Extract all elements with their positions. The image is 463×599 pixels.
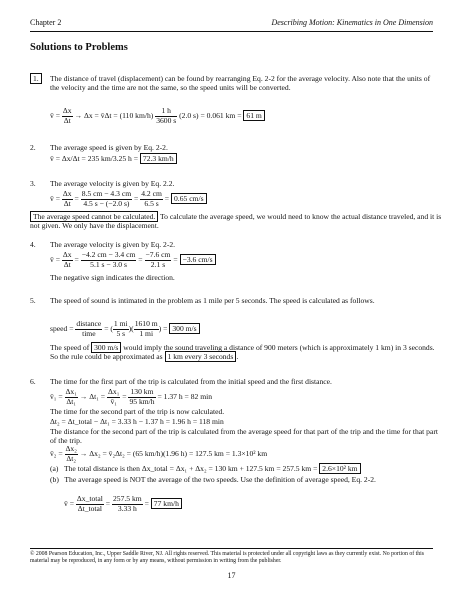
answer-box: −3.6 cm/s xyxy=(180,254,216,265)
problem-text-3: The distance for the second part of the trip is calculated from the average speed for that part of the trip and the time for that part of the trip. xyxy=(50,427,438,446)
equation-3: v̄₂ = $\frac{\text{Δx₂}}{\text{Δt₂}}$ → Δx₂ = v̄₂Δt₂ = (65 km/h)(1.96 h) = 127.5 km = 1.3×10² km xyxy=(50,444,268,463)
book-title: Describing Motion: Kinematics in One Dimension xyxy=(271,18,433,27)
problem-note: The speed of 300 m/s would imply the sound traveling a distance of 900 meters (which is approximately 1 km) in 3 seconds. So the rule could be approximated as 1 km every 3 seconds . xyxy=(50,343,435,362)
answer-box: 72.3 km/h xyxy=(140,153,177,164)
problem-number: 5. xyxy=(30,296,36,305)
equation: v̄ = $\frac{\Delta x}{\Delta t}$ = $\frac{-4.2 cm - 3.4 cm}{5.1 s - 3.0 s}$ = $\frac{-7.6 cm}{2.1 s}$ = −3.6 cm/s xyxy=(50,251,216,269)
part-b: (b) The average speed is NOT the average of the two speeds. Use the definition of average speed, Eq. 2-2. xyxy=(50,475,376,484)
copyright-footer: © 2008 Pearson Education, Inc., Upper Saddle River, NJ. All rights reserved. This material is protected under all copyright laws as they currently exist. No portion of this material may be reproduced, in any form or by any means, without permission in writing from the publisher. xyxy=(30,551,424,564)
equation-2: Δt₂ = Δt_total − Δt₁ = 3.33 h − 1.37 h = 1.96 h = 118 min xyxy=(50,417,224,426)
problem-number: 3. xyxy=(30,179,36,188)
problem-number: 6. xyxy=(30,377,36,386)
equation: v̄ = $\frac{\Delta x}{\Delta t}$ → Δx = v̄Δt = (110 km/h) $\frac{1 h}{3600 s}$ (2.0 s) = 0.061 km = 61 m xyxy=(50,107,265,125)
problem-text: The average velocity is given by Eq. 2-2. xyxy=(50,240,176,249)
problem-number: 1. xyxy=(30,74,40,83)
answer-box: 0.65 cm/s xyxy=(171,193,207,204)
problem-text: The distance of travel (displacement) can be found by rearranging Eq. 2-2 for the average velocity. Also note that the units of the velocity and the time are not the same, so the speed units will be converted. xyxy=(50,74,431,93)
section-title: Solutions to Problems xyxy=(30,42,128,53)
problem-text: The average velocity is given by Eq. 2.2. xyxy=(50,179,175,188)
answer-box: The average speed cannot be calculated. xyxy=(30,211,158,222)
footer-rule xyxy=(30,548,433,549)
equation-4: v̄ = $\frac{\text{Δx\_total}}{\text{Δt\_total}}$ = $\frac{257.5 km}{3.33 h}$ = 77 km/h xyxy=(64,495,182,513)
problem-note: The negative sign indicates the direction. xyxy=(50,273,175,282)
problem-number: 4. xyxy=(30,240,36,249)
equation: v̄ = $\frac{\Delta x}{\Delta t}$ = $\frac{8.5 cm - 4.3 cm}{4.5 s - (-2.0 s)}$ = $\frac{4.2 cm}{6.5 s}$ = 0.65 cm/s xyxy=(50,190,207,208)
answer-box: 77 km/h xyxy=(151,498,182,509)
answer-box: 2.6×10² km xyxy=(319,463,360,474)
problem-number: 2. xyxy=(30,143,36,152)
equation: v̄₁ = $\frac{\text{Δx₁}}{\text{Δt₁}}$ → Δt₁ = $\frac{\text{Δx₁}}{\text{v̄₁}}$ = $\frac{130 km}{95 km/h}$ = 1.37 h = 82 min xyxy=(50,387,213,406)
header-rule xyxy=(30,31,433,32)
chapter-label: Chapter 2 xyxy=(30,18,62,27)
equation: speed = $\frac{\text{distance}}{\text{time}}$ = ( $\frac{1 mi}{5 s}$ )( $\frac{1610 m}{1 mi}$ ) = 300 m/s xyxy=(50,320,200,338)
problem-note: The average speed cannot be calculated. To calculate the average speed, we would need to know the actual distance traveled, and it is not given. We only have the displacement. xyxy=(30,212,442,231)
answer-box: 300 m/s xyxy=(169,323,199,334)
running-header xyxy=(30,18,433,30)
part-a: (a) The total distance is then Δx_total = Δx₁ + Δx₂ = 130 km + 127.5 km = 257.5 km = 2.6×10² km xyxy=(50,464,361,473)
problem-text-2: The time for the second part of the trip is now calculated. xyxy=(50,407,225,416)
problem-text: The average speed is given by Eq. 2-2. xyxy=(50,143,168,152)
problem-text: The time for the first part of the trip is calculated from the initial speed and the first distance. xyxy=(50,377,332,386)
equation: v̄ = Δx/Δt = 235 km/3.25 h = 72.3 km/h xyxy=(50,154,177,163)
answer-box: 61 m xyxy=(243,110,264,121)
problem-text: The speed of sound is intimated in the problem as 1 mile per 5 seconds. The speed is calculated as follows. xyxy=(50,296,375,305)
page-number: 17 xyxy=(227,571,236,580)
